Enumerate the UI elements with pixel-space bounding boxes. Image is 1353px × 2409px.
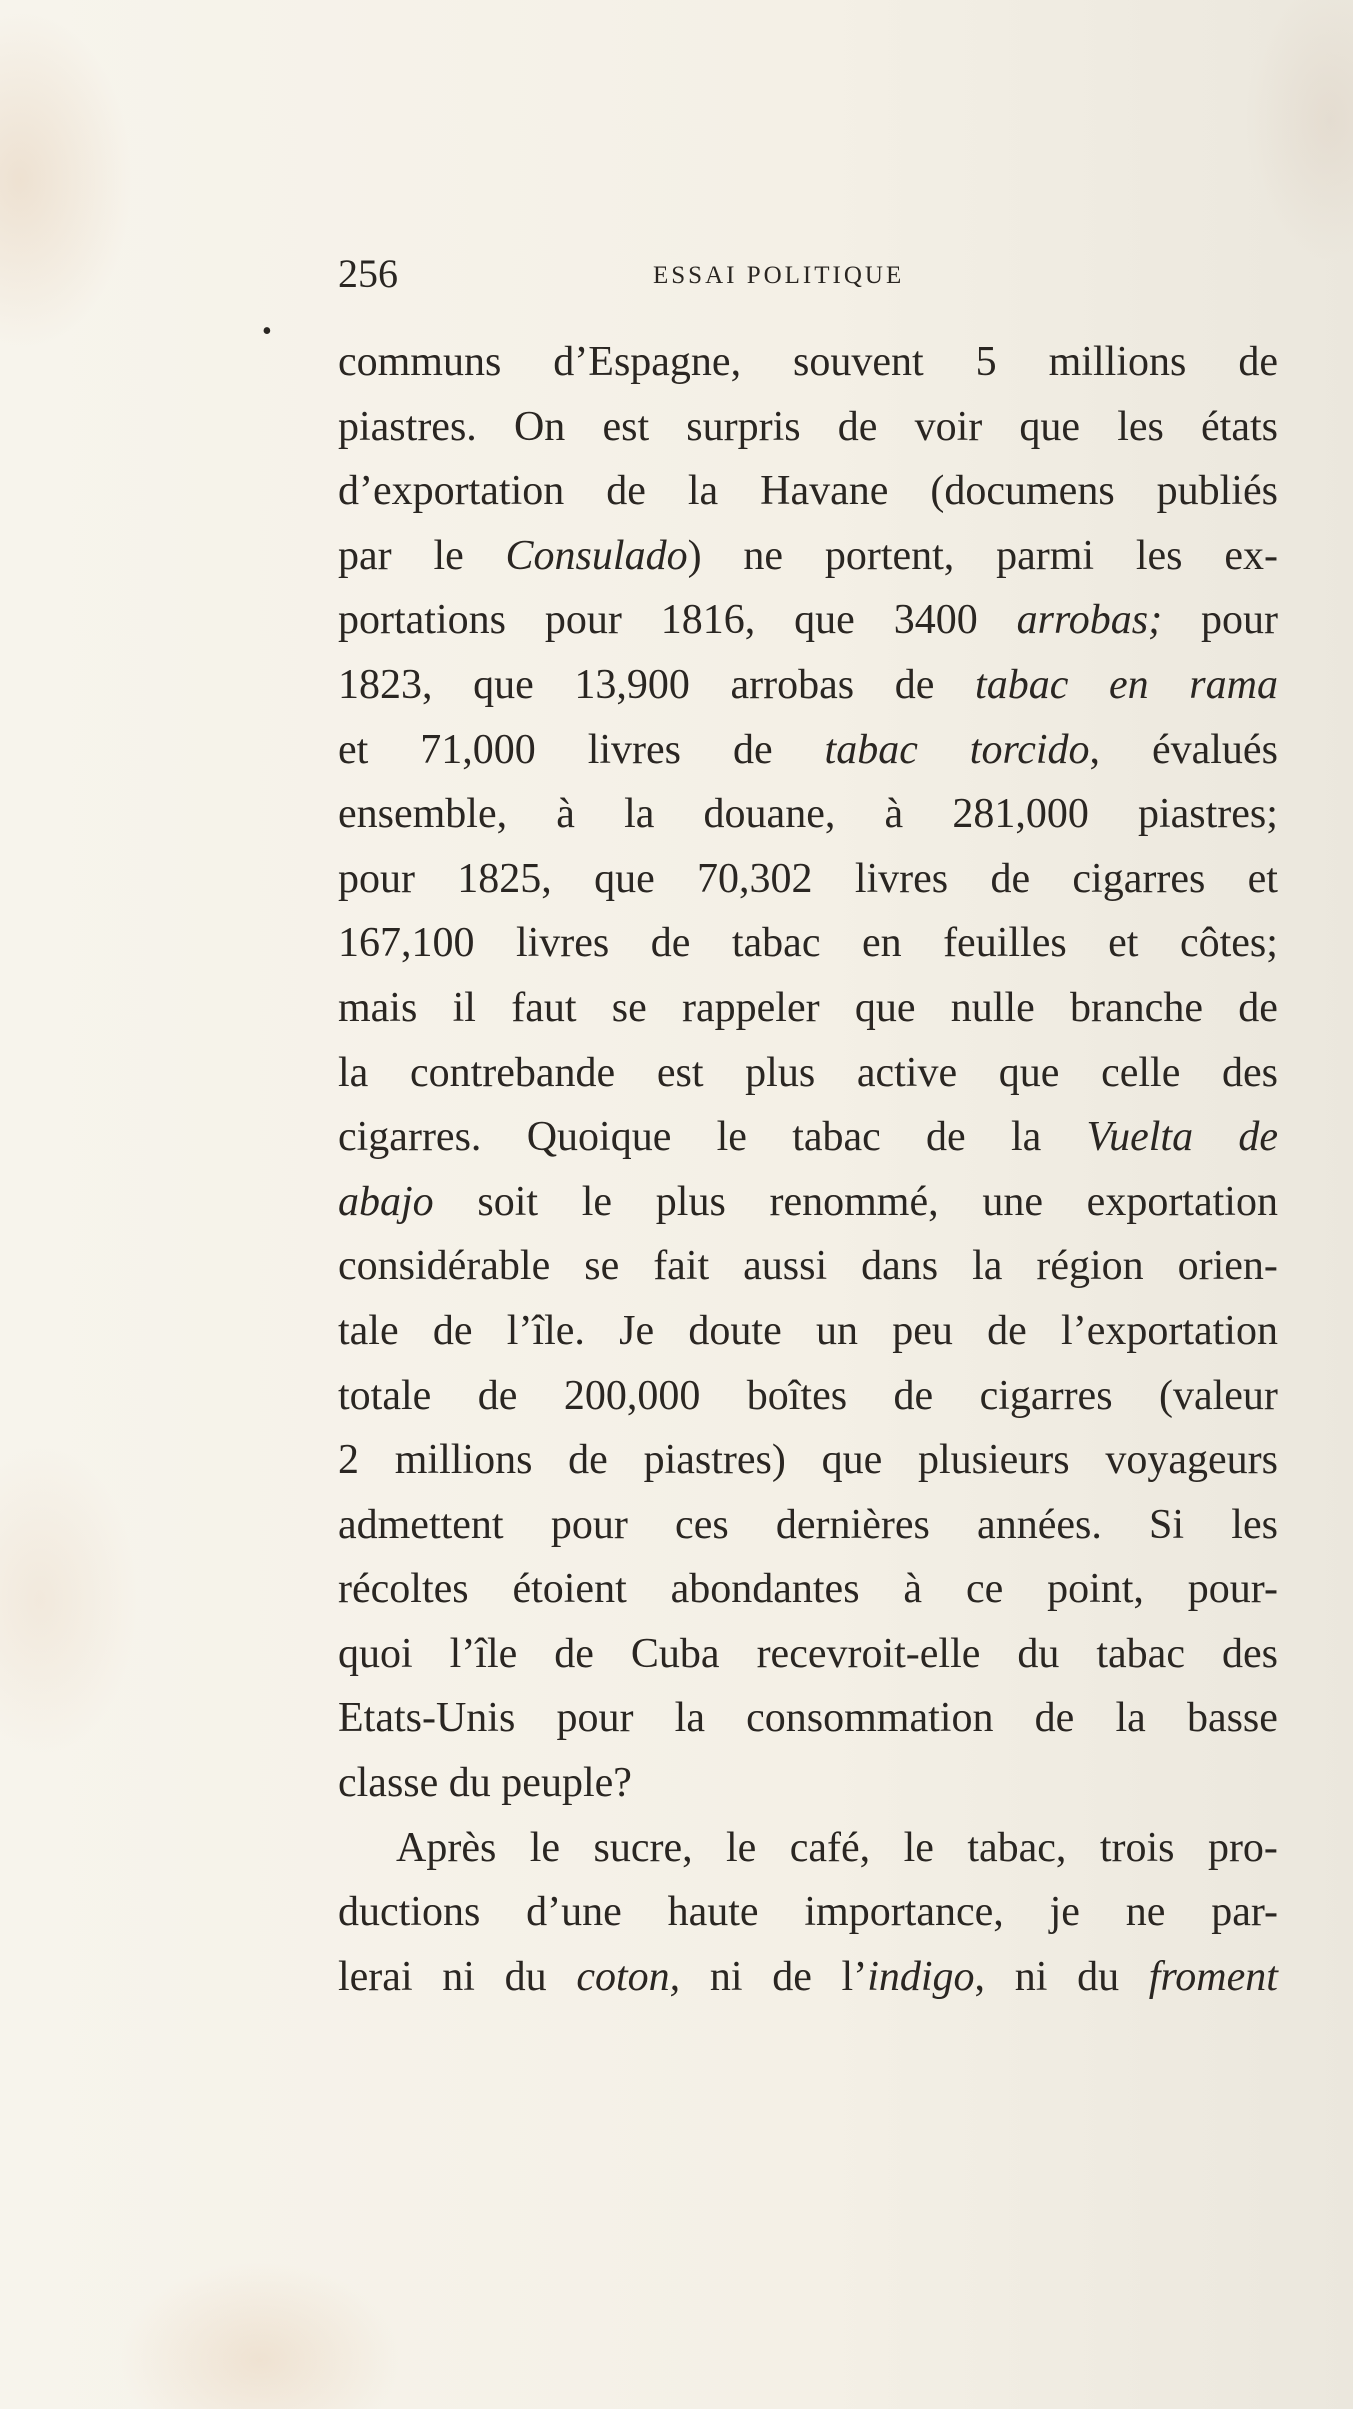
word: arrobas <box>730 661 855 708</box>
word: livres <box>854 855 949 902</box>
word: est <box>656 1049 704 1096</box>
word: totale <box>338 1372 432 1419</box>
word: de <box>926 1114 966 1161</box>
word: que <box>854 984 916 1031</box>
text-line <box>338 911 1278 976</box>
word: la <box>338 1049 369 1096</box>
word: région <box>1036 1243 1144 1290</box>
page-header <box>338 250 1278 298</box>
text-line <box>338 1299 1278 1364</box>
word: par- <box>1211 1889 1278 1936</box>
word: évalués <box>1151 726 1278 773</box>
word: il <box>452 984 476 1031</box>
word: pour <box>544 597 622 644</box>
word: tale <box>338 1307 399 1354</box>
word: (valeur <box>1158 1372 1278 1419</box>
word: et <box>1108 920 1139 967</box>
word: du <box>1017 1630 1060 1677</box>
word: mais <box>338 984 418 1031</box>
text-line <box>338 588 1278 653</box>
page-number: 256 <box>338 251 398 296</box>
word: du <box>1077 1953 1120 2000</box>
word: ni <box>1014 1953 1048 2000</box>
word: abondantes <box>670 1566 860 1613</box>
word: communs <box>338 339 502 385</box>
text-line <box>338 653 1278 718</box>
word: tabac <box>731 920 821 967</box>
word: 5 <box>975 339 997 385</box>
word: 1825, <box>457 855 552 902</box>
body-text <box>338 330 1278 2009</box>
word: peu <box>892 1307 953 1354</box>
word: peuple? <box>501 1760 632 1807</box>
word: ces <box>675 1501 729 1548</box>
word: Cuba <box>630 1630 720 1677</box>
word: ni <box>442 1953 475 2000</box>
word: tabac <box>824 726 918 773</box>
word: coton, <box>576 1953 681 2000</box>
word: quoi <box>338 1630 413 1677</box>
word: que <box>473 661 534 708</box>
word: recevroit-elle <box>756 1630 981 1677</box>
word: dernières <box>775 1501 930 1548</box>
word: abajo <box>338 1178 434 1225</box>
word: ce <box>965 1566 1004 1613</box>
word: de <box>732 726 773 773</box>
text-line <box>338 1557 1278 1622</box>
word: récoltes <box>338 1566 469 1613</box>
word: (documens <box>930 468 1115 515</box>
word: la <box>624 791 655 838</box>
text-line <box>338 1234 1278 1299</box>
text-line <box>338 976 1278 1041</box>
text-line <box>338 1880 1278 1945</box>
word: millions <box>1048 339 1187 385</box>
word: à <box>556 791 575 838</box>
word: à <box>903 1566 923 1613</box>
word: cigarres. <box>338 1114 482 1161</box>
word: les <box>1231 1501 1278 1548</box>
word: tabac, <box>967 1824 1067 1871</box>
word: de <box>477 1372 518 1419</box>
word: considérable <box>338 1243 551 1290</box>
word: portations <box>338 597 506 644</box>
word: faut <box>511 984 577 1031</box>
text-line <box>338 1686 1278 1751</box>
word: 1823, <box>338 661 433 708</box>
word: une <box>982 1178 1043 1225</box>
word: que <box>1019 403 1081 450</box>
word: de <box>772 1953 812 2000</box>
word: la <box>1115 1695 1146 1742</box>
word: importance, <box>804 1889 1004 1936</box>
text-line <box>338 1041 1278 1106</box>
word: publiés <box>1156 468 1278 515</box>
text-line <box>338 1751 1278 1816</box>
word: ensemble, <box>338 791 508 838</box>
word: plus <box>655 1178 726 1225</box>
word: les <box>1117 403 1164 450</box>
word: classe <box>338 1760 439 1807</box>
word: Quoique <box>526 1114 672 1161</box>
word: de <box>1238 984 1278 1031</box>
word: 200,000 <box>563 1372 701 1419</box>
word: le <box>726 1824 757 1871</box>
word: Je <box>619 1307 655 1354</box>
word: basse <box>1186 1695 1278 1742</box>
word: livres <box>515 920 610 967</box>
word: point, <box>1047 1566 1144 1613</box>
word: des <box>1221 1630 1278 1677</box>
word: à <box>884 791 904 838</box>
word: les <box>1135 532 1183 579</box>
word: du <box>448 1760 491 1807</box>
word: boîtes <box>746 1372 848 1419</box>
word: parmi <box>996 532 1095 579</box>
word: Consulado) <box>505 532 702 579</box>
word: que <box>821 1437 883 1484</box>
word: arrobas; <box>1016 597 1163 644</box>
word: piastres; <box>1137 791 1278 838</box>
word: par <box>338 532 392 579</box>
word: de <box>568 1437 608 1484</box>
word: de <box>990 855 1031 902</box>
word: des <box>1222 1049 1278 1096</box>
word: fait <box>653 1243 710 1290</box>
word: froment <box>1148 1953 1278 2000</box>
word: de <box>1238 1114 1278 1161</box>
word: douane, <box>703 791 836 838</box>
text-line <box>338 847 1278 912</box>
word: l’île. <box>506 1307 585 1354</box>
word: tabac <box>975 661 1069 708</box>
word: Etats-Unis <box>338 1695 516 1742</box>
word: livres <box>587 726 681 773</box>
word: ex- <box>1224 532 1278 579</box>
word: Si <box>1149 1501 1185 1548</box>
word: surpris <box>686 403 801 450</box>
word: le <box>903 1824 934 1871</box>
word: ni <box>709 1953 743 2000</box>
word: millions <box>394 1437 533 1484</box>
word: le <box>433 532 464 579</box>
word: étoient <box>512 1566 627 1613</box>
word: renommé, <box>769 1178 939 1225</box>
word: pour <box>550 1501 628 1548</box>
word: rama <box>1189 661 1278 708</box>
word: la <box>687 468 719 515</box>
word: plus <box>745 1049 816 1096</box>
word: orien- <box>1177 1243 1278 1290</box>
word: la <box>674 1695 705 1742</box>
word: voyageurs <box>1105 1437 1278 1484</box>
word: ne <box>743 532 784 579</box>
word: de <box>1034 1695 1075 1742</box>
word: et <box>338 726 369 773</box>
word: haute <box>667 1889 759 1936</box>
text-line <box>338 1945 1278 2010</box>
word: cigarres <box>1072 855 1206 902</box>
word: de <box>554 1630 594 1677</box>
word: 13,900 <box>574 661 690 708</box>
word: tabac <box>1096 1630 1185 1677</box>
word: 167,100 <box>338 920 475 967</box>
word: 3400 <box>893 597 978 644</box>
word: la <box>972 1243 1003 1290</box>
text-line <box>338 1428 1278 1493</box>
word: de <box>650 920 691 967</box>
word: de <box>893 1372 934 1419</box>
text-line <box>338 459 1278 524</box>
word: sucre, <box>593 1824 693 1871</box>
word: feuilles <box>943 920 1067 967</box>
word: active <box>856 1049 958 1096</box>
word: aussi <box>743 1243 828 1290</box>
margin-mark: • <box>262 316 272 347</box>
word: lerai <box>338 1953 413 2000</box>
text-line <box>338 1364 1278 1429</box>
word: Après <box>396 1824 497 1871</box>
word: pour <box>556 1695 634 1742</box>
word: doute <box>688 1307 782 1354</box>
word: et <box>1247 855 1278 902</box>
word: tabac <box>792 1114 881 1161</box>
word: est <box>602 403 650 450</box>
word: se <box>584 1243 620 1290</box>
word: pour- <box>1187 1566 1278 1613</box>
word: pro- <box>1207 1824 1278 1871</box>
word: se <box>611 984 647 1031</box>
text-line <box>338 524 1278 589</box>
word: l’exportation <box>1061 1307 1278 1354</box>
word: de <box>987 1307 1027 1354</box>
text-line <box>338 330 1278 395</box>
word: piastres. <box>338 403 477 450</box>
word: d’exportation <box>338 468 565 515</box>
word: pour <box>338 855 415 902</box>
word: de <box>1238 339 1278 385</box>
word: piastres) <box>643 1437 786 1484</box>
word: admettent <box>338 1501 504 1548</box>
word: de <box>432 1307 473 1354</box>
word: le <box>716 1114 747 1161</box>
word: contrebande <box>409 1049 616 1096</box>
text-line <box>338 1622 1278 1687</box>
word: Havane <box>760 468 889 515</box>
word: On <box>513 403 566 450</box>
word: de <box>894 661 935 708</box>
word: café, <box>789 1824 871 1871</box>
word: 1816, <box>660 597 756 644</box>
text-line <box>338 782 1278 847</box>
word: le <box>529 1824 561 1871</box>
word: ductions <box>338 1889 481 1936</box>
word: Vuelta <box>1086 1114 1194 1161</box>
word: celle <box>1101 1049 1181 1096</box>
word: en <box>1108 661 1149 708</box>
word: l’île <box>449 1630 518 1677</box>
word: la <box>1010 1114 1042 1161</box>
running-head: ESSAI POLITIQUE <box>653 262 905 289</box>
word: rappeler <box>682 984 820 1031</box>
word: consommation <box>746 1695 994 1742</box>
word: un <box>815 1307 858 1354</box>
word: le <box>581 1178 613 1225</box>
word: torcido, <box>969 726 1101 773</box>
word: 281,000 <box>952 791 1089 838</box>
word: cigarres <box>979 1372 1113 1419</box>
word: 2 <box>338 1437 359 1484</box>
word: nulle <box>950 984 1035 1031</box>
word: je <box>1049 1889 1080 1936</box>
word: d’Espagne, <box>553 339 742 385</box>
word: l’indigo, <box>841 1953 986 2000</box>
word: de <box>837 403 878 450</box>
word: branche <box>1070 984 1203 1031</box>
word: que <box>594 855 655 902</box>
word: d’une <box>526 1889 622 1936</box>
text-line <box>338 718 1278 783</box>
text-line <box>338 1816 1278 1881</box>
word: du <box>504 1953 547 2000</box>
word: côtes; <box>1179 920 1278 967</box>
word: que <box>998 1049 1060 1096</box>
word: ne <box>1125 1889 1166 1936</box>
word: plusieurs <box>917 1437 1070 1484</box>
text-line <box>338 1493 1278 1558</box>
word: soit <box>477 1178 539 1225</box>
word: portent, <box>824 532 955 579</box>
word: exportation <box>1086 1178 1278 1225</box>
text-line <box>338 395 1278 460</box>
word: que <box>794 597 855 644</box>
word: pour <box>1200 597 1278 644</box>
word: trois <box>1099 1824 1175 1871</box>
word: 70,302 <box>697 855 813 902</box>
word: souvent <box>793 339 924 385</box>
word: dans <box>861 1243 939 1290</box>
word: états <box>1201 403 1278 450</box>
text-line <box>338 1170 1278 1235</box>
word: en <box>861 920 902 967</box>
word: années. <box>977 1501 1102 1548</box>
word: 71,000 <box>420 726 536 773</box>
word: voir <box>914 403 983 450</box>
text-line <box>338 1105 1278 1170</box>
word: de <box>606 468 646 515</box>
